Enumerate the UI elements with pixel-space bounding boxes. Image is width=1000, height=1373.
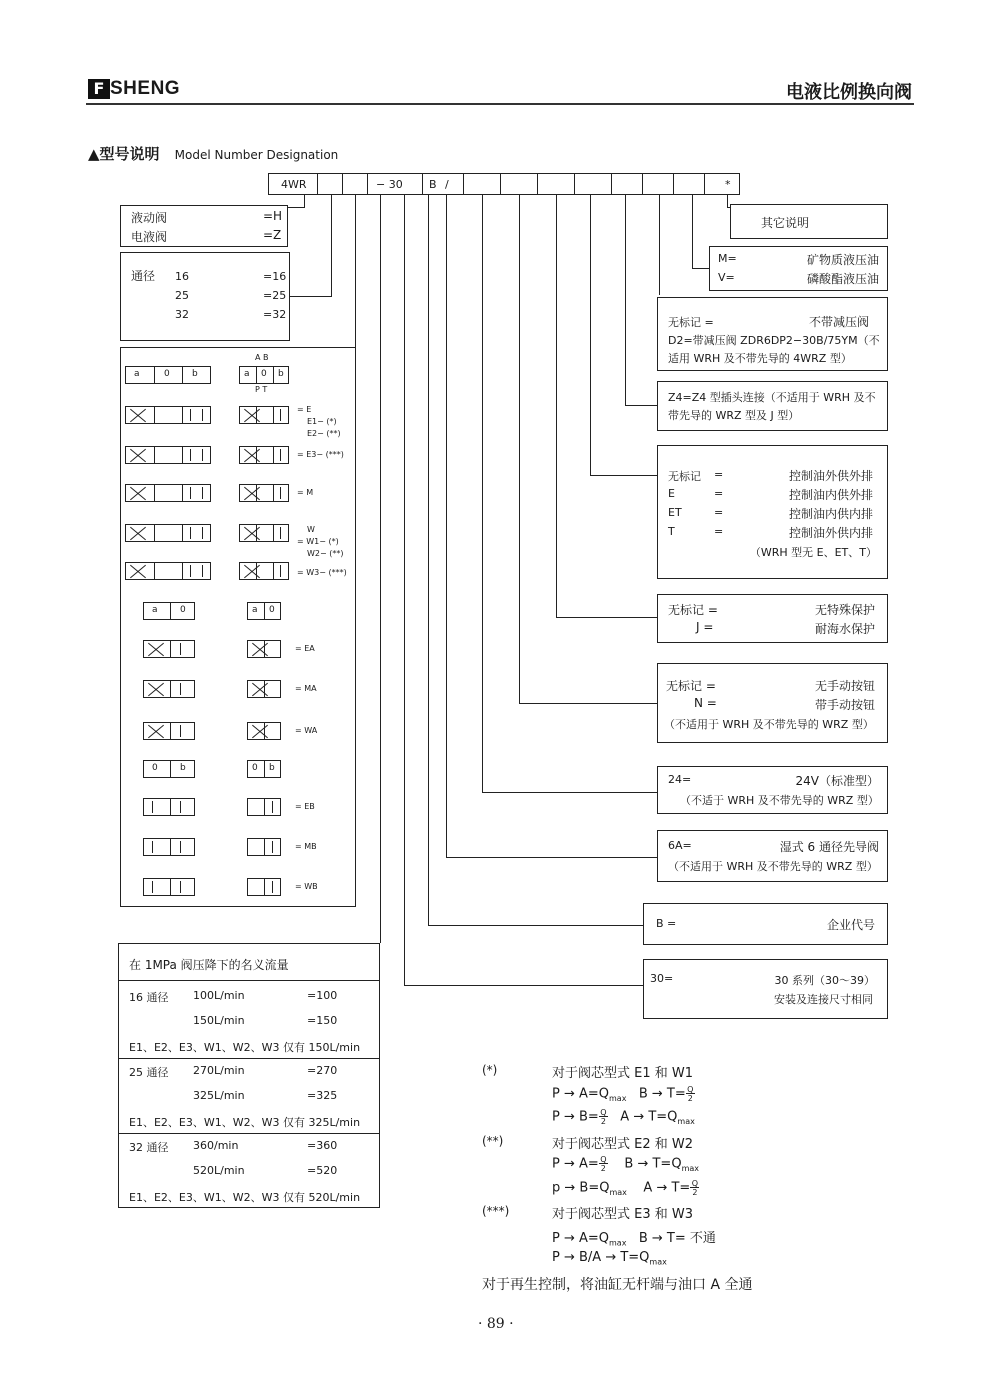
series-box xyxy=(643,959,888,1019)
voltage-value: 24V（标准型） xyxy=(795,774,879,788)
leader-line xyxy=(428,925,644,926)
spool-symbol-simple xyxy=(247,680,281,698)
flow-code: =100 xyxy=(307,989,338,1002)
leader-line xyxy=(355,195,356,348)
flow-note: E1、E2、E3、W1、W2、W3 仅有 520L/min xyxy=(129,1191,361,1204)
spool-label: = W1− (*) xyxy=(297,537,339,546)
flow-code: =360 xyxy=(307,1139,338,1152)
pilot-key: 无标记 xyxy=(668,470,701,483)
company-value: 企业代号 xyxy=(826,918,875,932)
flow-size: 25 通径 xyxy=(129,1066,169,1079)
pilot-eq: = xyxy=(714,506,724,519)
fluid-key: V= xyxy=(718,271,735,284)
reducer-line: 适用 WRH 及不带先导的 4WRZ 型） xyxy=(668,352,852,365)
flow-code: =150 xyxy=(307,1014,338,1027)
header-rule xyxy=(86,103,914,105)
protection-key: J = xyxy=(696,620,714,634)
spool-label: = WA xyxy=(295,726,318,735)
spool-label: = MA xyxy=(295,684,317,693)
formula: $P \to A=Q_{max}$ B → T= 不通 xyxy=(552,1231,716,1248)
leader-line xyxy=(625,405,658,406)
leader-line xyxy=(556,195,557,617)
flow-rate: 150L/min xyxy=(193,1014,245,1027)
spool-symbol-full: a 0 b xyxy=(125,366,211,384)
page-number: · 89 · xyxy=(478,1316,514,1332)
divider xyxy=(119,1133,379,1134)
leader-line xyxy=(331,195,332,297)
reducer-box xyxy=(657,297,888,371)
logo-mark: F xyxy=(88,79,110,99)
code-slot xyxy=(611,173,643,195)
spool-symbol-full: 0 b xyxy=(143,760,195,778)
spool-symbols-box xyxy=(120,347,356,907)
final-note: 对于再生控制，将油缸无杆端与油口 A 全通 xyxy=(482,1277,753,1293)
pilot-eq: = xyxy=(714,487,724,500)
spool-symbol-full xyxy=(143,798,195,816)
leader-line xyxy=(590,195,591,475)
leader-line xyxy=(380,195,381,943)
flow-title: 在 1MPa 阀压降下的名义流量 xyxy=(129,958,289,972)
leader-line xyxy=(482,792,658,793)
other-box xyxy=(730,204,888,239)
note-mark: (*) xyxy=(482,1063,498,1077)
note-mark: (***) xyxy=(482,1204,510,1218)
code-slot xyxy=(642,173,674,195)
voltage-note: （不适于 WRH 及不带先导的 WRZ 型） xyxy=(680,794,879,807)
pilot-valve-note: （不适用于 WRH 及不带先导的 WRZ 型） xyxy=(668,860,878,873)
leader-line xyxy=(404,195,405,985)
pilot-key: T xyxy=(668,525,675,538)
pilot-key: E xyxy=(668,487,675,500)
spool-symbol-full xyxy=(143,640,195,658)
spool-symbol-simple xyxy=(247,838,281,856)
spool-symbol-simple xyxy=(239,562,289,580)
code-series: − 30 xyxy=(367,173,423,195)
manual-value: 无手动按钮 xyxy=(814,679,875,693)
valve-type-value-1: =H xyxy=(263,209,283,223)
page-title: 电液比例换向阀 xyxy=(786,82,912,103)
spool-label: W2− (**) xyxy=(307,549,344,558)
size-key: 16 xyxy=(175,270,189,283)
fluid-box xyxy=(709,246,888,291)
code-slot xyxy=(673,173,705,195)
formula: $P \to A=Q_{max}$ B → T=Q 2 xyxy=(552,1085,694,1104)
flow-rate: 100L/min xyxy=(193,989,245,1002)
protection-value: 无特殊保护 xyxy=(814,603,875,617)
spool-symbol-simple xyxy=(247,798,281,816)
section-title-en: Model Number Designation xyxy=(174,148,339,162)
model-code-row xyxy=(268,173,740,195)
flow-rate: 325L/min xyxy=(193,1089,245,1102)
leader-line xyxy=(692,268,710,269)
pilot-valve-value: 湿式 6 通径先导阀 xyxy=(779,840,879,854)
reducer-value: 不带减压阀 xyxy=(808,315,869,329)
flow-rate: 270L/min xyxy=(193,1064,245,1077)
series-key: 30= xyxy=(650,972,674,985)
other-label: 其它说明 xyxy=(761,216,810,230)
spool-symbol-simple xyxy=(239,446,289,464)
spool-symbol-simple xyxy=(239,406,289,424)
fluid-value: 矿物质液压油 xyxy=(806,253,879,267)
voltage-box xyxy=(657,766,888,814)
spool-label: = WB xyxy=(295,882,318,891)
spool-label: = M xyxy=(297,488,314,497)
formula: P → B=Q 2 $A \to T=Q_{max}$ xyxy=(552,1108,695,1127)
code-star: * xyxy=(704,173,740,195)
note-title: 对于阀芯型式 E3 和 W3 xyxy=(552,1207,694,1222)
manual-value: 带手动按钮 xyxy=(814,698,875,712)
code-slot xyxy=(342,173,368,195)
z4-box xyxy=(657,381,888,431)
note-title: 对于阀芯型式 E1 和 W1 xyxy=(552,1066,694,1081)
spool-label: = EA xyxy=(295,644,315,653)
spool-symbol-full xyxy=(143,680,195,698)
leader-line xyxy=(556,617,658,618)
spool-symbol-simple: 0 b xyxy=(247,760,281,778)
size-key: 32 xyxy=(175,308,189,321)
reducer-line: D2=带减压阀 ZDR6DP2−30B/75YM（不 xyxy=(668,334,880,347)
formula: $p \to B=Q_{max}$ A → T=Q 2 xyxy=(552,1179,698,1198)
flow-note: E1、E2、E3、W1、W2、W3 仅有 150L/min xyxy=(129,1041,361,1054)
valve-type-value-2: =Z xyxy=(263,228,282,242)
pilot-valve-box xyxy=(657,830,888,882)
pilot-note: （WRH 型无 E、ET、T） xyxy=(749,546,877,559)
size-box xyxy=(120,252,290,341)
section-title-cn: ▲型号说明 xyxy=(88,145,160,163)
flow-code: =270 xyxy=(307,1064,338,1077)
code-slot xyxy=(463,173,501,195)
flow-size: 16 通径 xyxy=(129,991,169,1004)
spool-symbol-simple xyxy=(247,878,281,896)
code-slot xyxy=(317,173,343,195)
spool-label: E2− (**) xyxy=(307,429,341,438)
manual-box xyxy=(657,663,888,743)
series-note: 安装及连接尺寸相同 xyxy=(774,993,873,1006)
brand-logo xyxy=(88,78,180,100)
pilot-value: 控制油外供外排 xyxy=(788,469,873,483)
voltage-key: 24= xyxy=(668,773,692,786)
note-mark: (**) xyxy=(482,1134,504,1148)
spool-symbol-simple xyxy=(247,640,281,658)
size-value: =16 xyxy=(263,270,287,283)
series-value: 30 系列（30～39） xyxy=(774,974,875,987)
code-slot xyxy=(537,173,575,195)
leader-line xyxy=(590,475,658,476)
spool-symbol-full xyxy=(143,838,195,856)
leader-line xyxy=(519,703,658,704)
spool-symbol-simple xyxy=(247,722,281,740)
leader-line xyxy=(625,195,626,405)
flow-table xyxy=(118,943,380,1208)
spool-symbol-full xyxy=(125,446,211,464)
size-value: =32 xyxy=(263,308,287,321)
spool-label: = E3− (***) xyxy=(297,450,344,459)
spool-label: E1− (*) xyxy=(307,417,337,426)
pilot-eq: = xyxy=(714,468,724,481)
spool-label: = EB xyxy=(295,802,315,811)
flow-rate: 360/min xyxy=(193,1139,239,1152)
flow-code: =520 xyxy=(307,1164,338,1177)
pilot-value: 控制油外供内排 xyxy=(788,526,873,540)
spool-symbol-full: a 0 xyxy=(143,602,195,620)
leader-line xyxy=(404,985,644,986)
manual-key: N = xyxy=(694,696,717,710)
spool-label: = MB xyxy=(295,842,317,851)
leader-line xyxy=(482,195,483,792)
divider xyxy=(119,1058,379,1059)
z4-line: Z4=Z4 型插头连接（不适用于 WRH 及不 xyxy=(668,391,876,404)
fluid-value: 磷酸酯液压油 xyxy=(806,272,879,286)
leader-line xyxy=(519,195,520,703)
spool-symbol-full xyxy=(125,524,211,542)
pilot-eq: = xyxy=(714,525,724,538)
code-slot xyxy=(574,173,612,195)
fluid-key: M= xyxy=(718,252,737,265)
spool-symbol-full xyxy=(125,406,211,424)
size-key: 25 xyxy=(175,289,189,302)
manual-key: 无标记 = xyxy=(666,679,716,693)
logo-text: SHENG xyxy=(110,78,181,99)
spool-symbol-simple: a 0 b xyxy=(239,366,289,384)
leader-line xyxy=(446,195,447,857)
leader-line xyxy=(290,296,332,297)
formula: P → A=Q 2 $B \to T=Q_{max}$ xyxy=(552,1155,699,1174)
spool-symbol-simple xyxy=(239,484,289,502)
pilot-oil-box xyxy=(657,445,888,579)
reducer-key: 无标记 = xyxy=(668,316,714,329)
company-code-box xyxy=(643,903,888,945)
spool-label: W xyxy=(307,525,315,534)
spool-symbol-full xyxy=(125,484,211,502)
pilot-value: 控制油内供外排 xyxy=(788,488,873,502)
leader-line xyxy=(288,207,305,208)
flow-rate: 520L/min xyxy=(193,1164,245,1177)
protection-box xyxy=(657,594,888,643)
protection-key: 无标记 = xyxy=(668,603,718,617)
formula: $P \to B/A \to T=Q_{max}$ xyxy=(552,1250,667,1267)
spool-symbol-full xyxy=(125,562,211,580)
code-prefix: 4WR xyxy=(268,173,318,195)
port-label: P T xyxy=(255,385,268,394)
section-title xyxy=(88,143,338,164)
valve-type-box xyxy=(120,205,288,247)
company-key: B = xyxy=(656,917,677,930)
z4-line: 带先导的 WRZ 型及 J 型） xyxy=(668,409,800,422)
leader-line xyxy=(692,195,693,268)
valve-type-label-2: 电液阀 xyxy=(131,230,168,244)
note-title: 对于阀芯型式 E2 和 W2 xyxy=(552,1137,694,1152)
size-value: =25 xyxy=(263,289,287,302)
pilot-value: 控制油内供内排 xyxy=(788,507,873,521)
pilot-valve-key: 6A= xyxy=(668,839,692,852)
size-title: 通径 xyxy=(131,269,156,283)
spool-symbol-full xyxy=(143,722,195,740)
spool-symbol-simple xyxy=(239,524,289,542)
divider xyxy=(119,980,379,981)
spool-symbol-simple: a 0 xyxy=(247,602,281,620)
flow-size: 32 通径 xyxy=(129,1141,169,1154)
pilot-key: ET xyxy=(668,506,682,519)
spool-label: = E xyxy=(297,405,312,414)
manual-note: （不适用于 WRH 及不带先导的 WRZ 型） xyxy=(664,718,874,731)
protection-value: 耐海水保护 xyxy=(814,622,875,636)
spool-label: = W3− (***) xyxy=(297,568,347,577)
leader-line xyxy=(659,195,660,295)
spool-symbol-full xyxy=(143,878,195,896)
valve-type-label-1: 液动阀 xyxy=(131,211,168,225)
port-label: A B xyxy=(255,353,269,362)
leader-line xyxy=(446,857,658,858)
flow-note: E1、E2、E3、W1、W2、W3 仅有 325L/min xyxy=(129,1116,361,1129)
code-slot xyxy=(500,173,538,195)
leader-line xyxy=(428,195,429,925)
flow-code: =325 xyxy=(307,1089,338,1102)
code-company: B / xyxy=(422,173,464,195)
